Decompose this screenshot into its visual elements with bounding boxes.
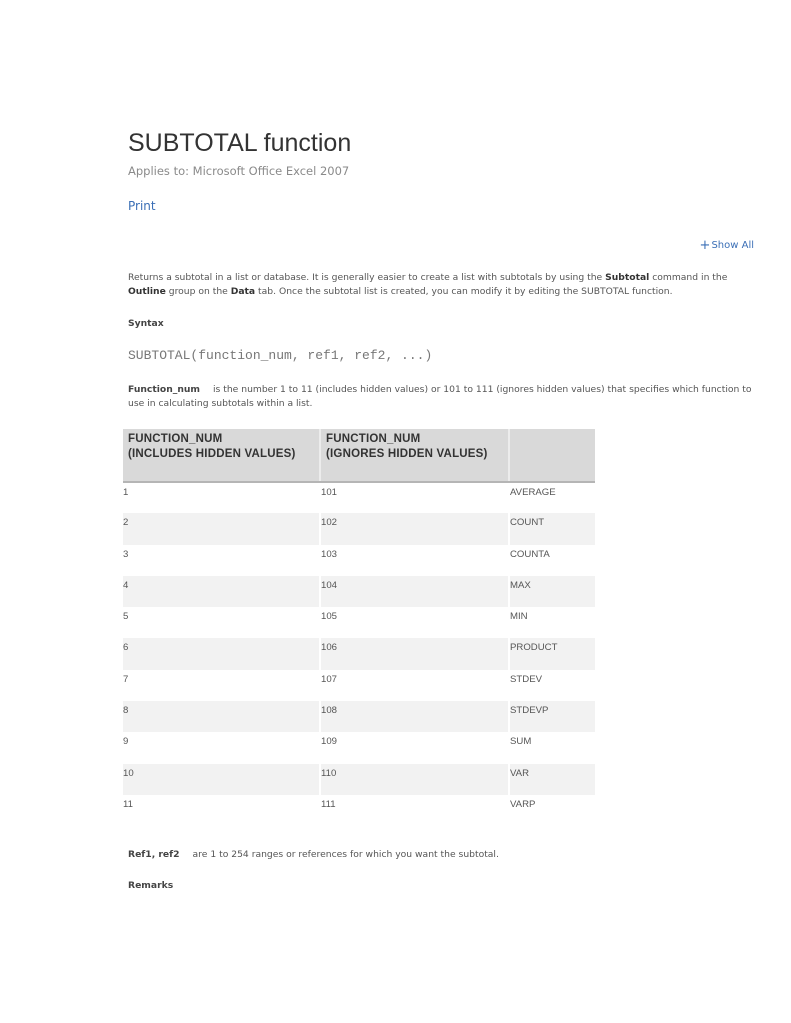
header-ignores-hidden-line2: (IGNORES HIDDEN VALUES) — [326, 448, 488, 460]
cell-ignores-hidden: 104 — [320, 576, 509, 607]
cell-includes-hidden: 7 — [123, 673, 129, 685]
cell-function: MIN — [509, 607, 595, 638]
cell-ignores-hidden: 106 — [320, 638, 509, 669]
cell-function: COUNT — [509, 513, 595, 544]
cell-function: VAR — [509, 764, 595, 795]
cell-includes-hidden: 4 — [123, 576, 320, 607]
table-row — [123, 701, 595, 732]
header-ignores-hidden — [320, 429, 509, 482]
cell-function: PRODUCT — [509, 638, 595, 669]
intro-paragraph — [128, 271, 756, 299]
cell-ignores-hidden: 108 — [320, 701, 509, 732]
table-row — [123, 764, 595, 795]
function-num-term: Function_num — [128, 384, 200, 395]
cell-includes-hidden: 11 — [123, 798, 133, 810]
function-num-text: is the number 1 to 11 (includes hidden values) or 101 to 111 (ignores hidden values) that specifies which function to use in calculating subtotals within a list. — [128, 384, 752, 409]
cell-ignores-hidden: 105 — [320, 607, 509, 638]
syntax-code: SUBTOTAL(function_num, ref1, ref2, ...) — [128, 348, 433, 363]
cell-ignores-hidden: 111 — [320, 795, 509, 826]
cell-function: VARP — [509, 795, 595, 826]
cell-ignores-hidden: 102 — [320, 513, 509, 544]
cell-function: STDEV — [509, 670, 595, 701]
table-row — [123, 795, 595, 826]
cell-ignores-hidden: 107 — [320, 670, 509, 701]
intro-bold-data: Data — [230, 286, 256, 297]
intro-text-4: tab. Once the subtotal list is created, you can modify it by editing the SUBTOTAL function. — [255, 286, 673, 297]
cell-includes-hidden: 9 — [123, 736, 129, 748]
intro-text-1: Returns a subtotal in a list or database. It is generally easier to create a list with subtotals by using the — [128, 272, 606, 283]
table-row — [123, 513, 595, 544]
table-row — [123, 545, 595, 576]
header-includes-hidden — [123, 429, 320, 482]
syntax-heading: Syntax — [128, 318, 164, 329]
table-row — [123, 607, 595, 638]
cell-includes-hidden: 5 — [123, 611, 129, 623]
table-row — [123, 638, 595, 669]
function-table — [123, 429, 595, 826]
cell-includes-hidden: 8 — [123, 701, 320, 732]
intro-text-3: group on the — [165, 286, 231, 297]
cell-includes-hidden: 1 — [123, 487, 129, 498]
refs-term: Ref1, ref2 — [128, 849, 180, 860]
header-includes-hidden-line2: (INCLUDES HIDDEN VALUES) — [128, 448, 296, 460]
header-includes-hidden-line1: FUNCTION_NUM — [128, 433, 223, 445]
intro-text-2: command in the — [649, 272, 728, 283]
show-all-link[interactable] — [699, 237, 754, 253]
refs-description — [128, 848, 756, 862]
cell-function: COUNTA — [509, 545, 595, 576]
intro-bold-outline: Outline — [128, 286, 166, 297]
cell-ignores-hidden: 103 — [320, 545, 509, 576]
cell-includes-hidden: 2 — [123, 513, 320, 544]
cell-includes-hidden: 3 — [123, 548, 129, 560]
cell-function: MAX — [509, 576, 595, 607]
table-body — [123, 482, 595, 826]
applies-to: Applies to: Microsoft Office Excel 2007 — [128, 164, 350, 178]
table-row — [123, 670, 595, 701]
intro-bold-subtotal: Subtotal — [605, 272, 650, 283]
cell-ignores-hidden: 101 — [320, 482, 509, 513]
cell-function: AVERAGE — [509, 482, 595, 513]
cell-includes-hidden: 6 — [123, 638, 320, 669]
table-header-row — [123, 429, 595, 482]
table-row — [123, 576, 595, 607]
header-ignores-hidden-line1: FUNCTION_NUM — [326, 433, 421, 445]
show-all-label: Show All — [711, 240, 754, 251]
print-link[interactable]: Print — [128, 199, 156, 213]
cell-ignores-hidden: 109 — [320, 732, 509, 763]
page-title: SUBTOTAL function — [128, 129, 352, 157]
header-function — [509, 429, 595, 482]
cell-ignores-hidden: 110 — [320, 764, 509, 795]
cell-function: STDEVP — [509, 701, 595, 732]
function-num-description — [128, 383, 756, 411]
refs-text: are 1 to 254 ranges or references for which you want the subtotal. — [192, 849, 499, 860]
remarks-heading: Remarks — [128, 880, 174, 891]
cell-includes-hidden: 10 — [123, 764, 320, 795]
table-row — [123, 482, 595, 513]
table-row — [123, 732, 595, 763]
plus-icon: + — [699, 237, 711, 253]
cell-function: SUM — [509, 732, 595, 763]
